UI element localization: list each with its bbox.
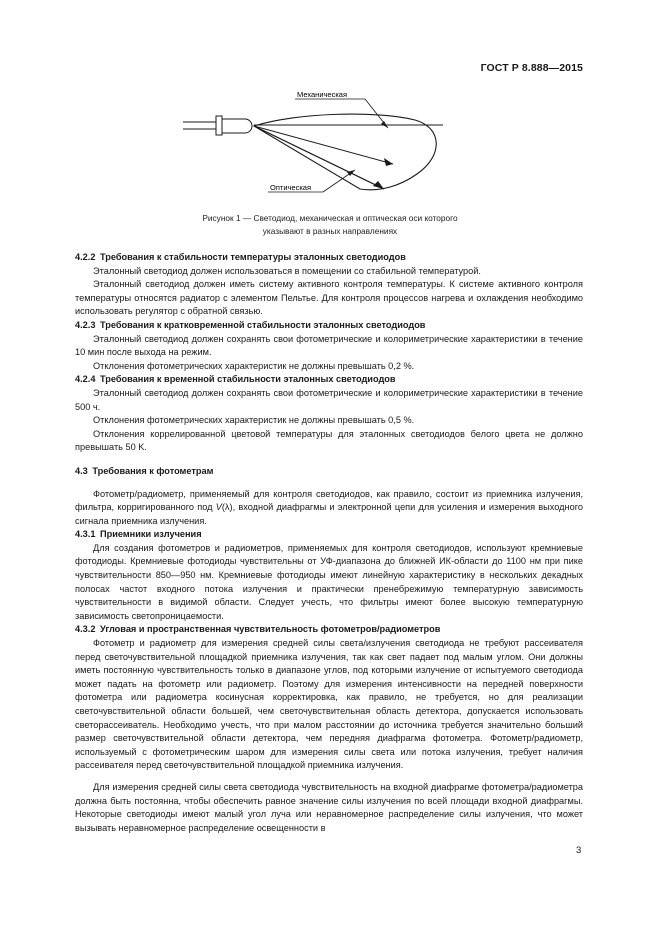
section-title: Требования к временной стабильности эталонных светодиодов [100,374,396,385]
section-title: Требования к кратковременной стабильности эталонных светодиодов [100,319,426,330]
section-number: 4.3.1 [75,529,96,540]
figure-caption [120,212,540,238]
paragraph: Отклонения коррелированной цветовой температуры для эталонных светодиодов белого цвета не должно превышать 50 K. [75,428,583,453]
led-axes-figure [175,88,455,206]
paragraph: Для измерения средней силы света светодиода чувствительность на входной диафрагме фотометра/радиометра должна быть постоянна, чтобы обеспечить равное значение силы излучения по всей площади входной диафрагмы. Некоторые светодиоды имеют малый угол луча или неравномерное распределение силы излучения, что может вызывать неравномерное распределение освещенности в [75,781,583,833]
section-title: Приемники излучения [100,529,202,540]
document-body [75,251,583,835]
paragraph: Эталонный светодиод должен сохранять свои фотометрические и колориметрические характеристики в течение 10 мин после выхода на режим. [75,333,583,358]
paragraph: Фотометр и радиометр для измерения средней силы света/излучения светодиода не требуют рассеивателя перед светочувствительной площадкой приемника излучения, так как свет падает под малым углом. Они должны иметь постоянную чувствительность только в диапазоне углов, под которыми излучение от испытуемого светодиода может падать на фотометр или радиометр. Поэтому для измерения интенсивности на передней поверхности фотометра или радиометра косинусная корректировка, как правило, не требуется, но для реализации светочувствительной области большей, чем светочувствительная область детектора, допускается использовать светорассеиватель. Необходимо учесть, что при малом расстоянии до источника требуется значительно больший размер светочувствительной области детектора, чем передняя диафрагма фотометра. Фотометр/радиометр, используемый с фотометрическим шаром для измерения силы света или потока излучения, требует наличия рассеивателя перед светочувствительной площадкой приемника излучения. [75,638,583,771]
caption-line-2: указывают в разных направлениях [262,226,398,236]
section-4-3-2-heading [75,623,583,637]
arrow-head-optical [373,181,384,189]
paragraph: Отклонения фотометрических характеристик не должны превышать 0,2 %. [93,360,415,371]
section-title: Требования к стабильности температуры эталонных светодиодов [100,252,406,262]
section-number: 4.3 [75,465,88,476]
caption-line-1: Рисунок 1 — Светодиод, механическая и оптическая оси которого [202,213,458,223]
paragraph: Эталонный светодиод должен сохранять свои фотометрические и колориметрические характеристики в течение 500 ч. [75,387,583,412]
optical-label: Оптическая [270,183,312,192]
paragraph: Эталонный светодиод должен иметь систему активного контроля температуры. К системе активного контроля температуры относятся радиатор с элементом Пельтье. Для контроля процессов нагрева и охлаждения необходимо использовать регулятор с обратной связью. [75,279,583,317]
section-4-2-2-heading [75,251,583,265]
optical-axis-line [254,126,384,189]
led-diagram [175,88,455,206]
led-flange [216,116,222,135]
section-number: 4.2.4 [75,374,96,385]
section-4-2-3-heading [75,319,583,333]
section-title: Требования к фотометрам [92,465,214,476]
text-run: Фотометр/радиометр, применяемый для контроля светодиодов, как правило, состоит из приемника излучения, фильтра, корригированного под [75,488,583,513]
section-4-3-heading [75,465,583,479]
optical-ray-upper [254,126,393,164]
mechanical-label: Механическая [297,90,348,99]
section-4-3-1-heading [75,528,583,542]
paragraph: Для создания фотометров и радиометров, применяемых для контроля светодиодов, используют кремниевые фотодиоды. Кремниевые фотодиоды чувствительны от УФ-диапазона до ближней ИК-области до 1100 нм при пике чувствительности 850—950 нм. Кремниевые фотодиоды имеют линейную характеристику в нескольких декадных полосах частот входного потока излучения и практически пренебрежимую температурную зависимость чувствительности в видимой области. Следует учесть, что фильтры имеют более высокую температурную зависимость светопроницаемости. [75,542,583,621]
led-body [222,119,252,133]
paragraph: Эталонный светодиод должен использоваться в помещении со стабильной температурой. [93,265,481,276]
standard-header: ГОСТ Р 8.888—2015 [480,62,583,74]
section-number: 4.2.3 [75,319,96,330]
v-lambda-symbol: V [215,502,222,513]
page-number: 3 [576,845,582,856]
section-4-2-4-heading [75,373,583,387]
paragraph: Отклонения фотометрических характеристик не должны превышать 0,5 %. [93,415,415,426]
section-number: 4.2.2 [75,252,96,262]
text-run: , входной диафрагмы и электронной цепи для усиления и измерения выходного сигнала приемника излучения. [75,502,583,526]
paragraph [75,488,583,529]
lambda-symbol: (λ) [221,502,233,513]
section-title: Угловая и пространственная чувствительность фотометров/радиометров [100,624,441,635]
arrow-head-upper [384,158,393,166]
section-number: 4.3.2 [75,624,96,635]
